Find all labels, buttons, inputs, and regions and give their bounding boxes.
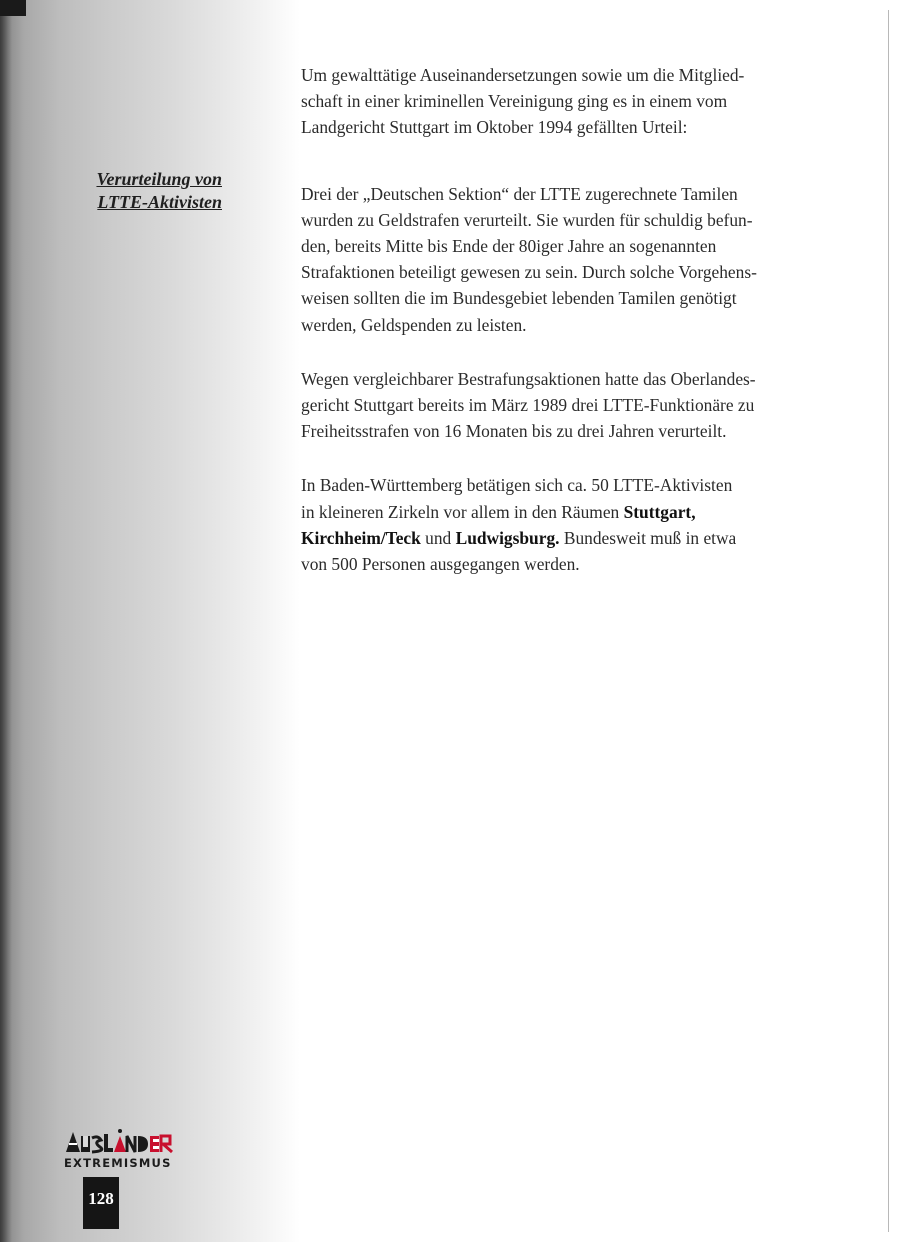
p3-line-2: gericht Stuttgart bereits im März 1989 drei LTTE-Funktionäre zu <box>301 395 755 416</box>
p2-line-4: Strafaktionen beteiligt gewesen zu sein. Durch solche Vorgehens- <box>301 262 757 283</box>
p1-line-1: Um gewalttätige Auseinandersetzungen sowie um die Mitglied- <box>301 65 745 85</box>
corner-mark <box>0 0 26 16</box>
p2-line-6: werden, Geldspenden zu leisten. <box>301 314 527 335</box>
paragraph-4 <box>301 472 779 577</box>
binding-shadow <box>0 0 12 1242</box>
p3-line-3: Freiheitsstrafen von 16 Monaten bis zu drei Jahren verurteilt. <box>301 421 727 442</box>
p2-line-2: wurden zu Geldstrafen verurteilt. Sie wurden für schuldig befun- <box>301 209 753 230</box>
paragraph-2 <box>301 181 779 338</box>
page-number-text: 128 <box>88 1189 114 1208</box>
p2-line-5: weisen sollten die im Bundesgebiet lebenden Tamilen genötigt <box>301 288 737 309</box>
auslaender-extremismus-logo-icon <box>64 1128 178 1154</box>
place-ludwigsburg: Ludwigsburg. <box>455 527 560 548</box>
auslaender-extremismus-logo <box>64 1128 178 1170</box>
p4-line-3-text: Bundesweit muß in etwa <box>559 527 737 548</box>
p1-line-3: Landgericht Stuttgart im Oktober 1994 gefällten Urteil: <box>301 117 688 138</box>
paragraph-1 <box>301 62 779 141</box>
margin-heading <box>62 168 222 214</box>
p4-line-4: von 500 Personen ausgegangen werden. <box>301 554 580 575</box>
paragraph-3 <box>301 366 779 445</box>
logo-subtitle: EXTREMISMUS <box>64 1156 172 1170</box>
p4-line-3-conj: und <box>420 527 456 548</box>
right-edge-rule <box>888 10 889 1232</box>
page-number <box>83 1177 119 1229</box>
margin-heading-line-1: Verurteilung von <box>96 169 222 189</box>
place-kirchheim-teck: Kirchheim/Teck <box>301 527 421 548</box>
p4-line-1: In Baden-Württemberg betätigen sich ca. 50 LTTE-Aktivisten <box>301 475 733 496</box>
p1-line-2: schaft in einer kriminellen Vereinigung ging es in einem vom <box>301 91 728 112</box>
place-stuttgart: Stuttgart, <box>623 501 696 522</box>
p4-line-2-text: in kleineren Zirkeln vor allem in den Räumen <box>301 501 624 522</box>
p2-line-3: den, bereits Mitte bis Ende der 80iger Jahre an sogenannten <box>301 236 717 257</box>
p2-line-1: Drei der „Deutschen Sektion“ der LTTE zugerechnete Tamilen <box>301 183 738 204</box>
margin-heading-line-2: LTTE-Aktivisten <box>97 192 222 212</box>
p3-line-1: Wegen vergleichbarer Bestrafungsaktionen hatte das Oberlandes- <box>301 368 756 389</box>
body-text <box>301 62 779 599</box>
